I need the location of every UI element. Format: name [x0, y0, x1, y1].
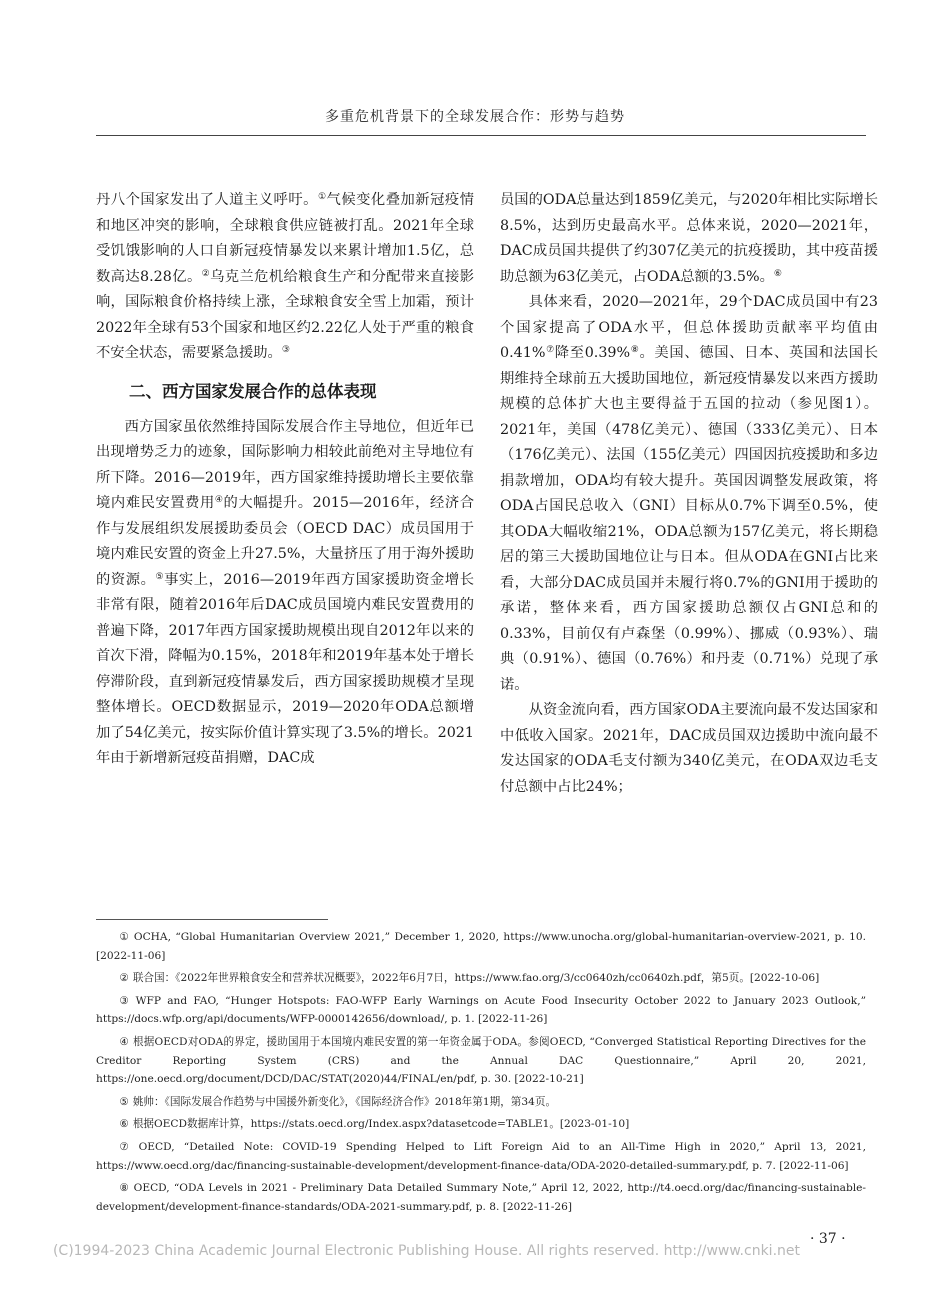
footnote-mark: ④: [119, 1035, 129, 1048]
footnote-text: WFP and FAO, “Hunger Hotspots: FAO-WFP Early Warnings on Acute Food Insecurity October 2022 to January 2023 Outlook,” https://docs.wfp.org/api/documents/WFP-0000142656/download/, p. 1. [2022-11-26]: [96, 994, 866, 1026]
footnote-text: OCHA, “Global Humanitarian Overview 2021,” December 1, 2020, https://www.unocha.org/global-humanitarian-overview-2021, p. 10. [2022-11-06]: [96, 931, 866, 962]
footnote: [96, 969, 866, 988]
page-number: · 37 ·: [810, 1231, 846, 1247]
footnote-ref[interactable]: ②: [201, 268, 211, 279]
paragraph: 员国的ODA总量达到1859亿美元，与2020年相比实际增长8.5%，达到历史最高水平。总体来说，2020—2021年，DAC成员国共提供了约307亿美元的抗疫援助，其中疫苗援助总额为63亿美元，占ODA总额的3.5%。⑥: [500, 192, 878, 285]
footnote-text: 根据OECD对ODA的界定，援助国用于本国境内难民安置的第一年资金属于ODA。参阅OECD, “Converged Statistical Reporting Directives for the Creditor Reporting System (CRS) and the Annual DAC Questionnaire,” April 20, 2021, https://one.oecd.org/document/DCD/DAC/STAT(2020)44/FINAL/en/pdf, p. 30. [2022-10-21]: [96, 1035, 866, 1086]
footnote: [96, 1033, 866, 1089]
footnote-mark: ③: [119, 994, 132, 1007]
footnote: [96, 1093, 866, 1112]
section-heading: 二、西方国家发展合作的总体表现: [129, 381, 377, 401]
paragraph: 具体来看，2020—2021年，29个DAC成员国中有23个国家提高了ODA水平，但总体援助贡献率平均值由0.41%⑦降至0.39%⑧。美国、德国、日本、英国和法国长期维持全球前五大援助国地位，新冠疫情暴发以来西方援助规模的总体扩大也主要得益于五国的拉动（参见图1）。2021年，美国（478亿美元）、德国（333亿美元）、日本（176亿美元）、法国（155亿美元）四国因抗疫援助和多边捐款增加，ODA均有较大提升。英国因调整发展政策，将ODA占国民总收入（GNI）目标从0.7%下调至0.5%，使其ODA大幅收缩21%，ODA总额为157亿美元，将长期稳居的第三大援助国地位让与日本。但从ODA在GNI占比来看，大部分DAC成员国并未履行将0.7%的GNI用于援助的承诺，整体来看，西方国家援助总额仅占GNI总和的0.33%，目前仅有卢森堡（0.99%）、挪威（0.93%）、瑞典（0.91%）、德国（0.76%）和丹麦（0.71%）兑现了承诺。: [500, 294, 878, 693]
footnote: [96, 1138, 866, 1175]
footnote-text: 联合国：《2022年世界粮食安全和营养状况概要》，2022年6月7日，https://www.fao.org/3/cc0640zh/cc0640zh.pdf，第5页。[2022-10-06]: [132, 972, 820, 985]
footnote-text: 根据OECD数据库计算，https://stats.oecd.org/Index.aspx?datasetcode=TABLE1。[2023-01-10]: [132, 1118, 630, 1131]
footnote-text: OECD, “Detailed Note: COVID-19 Spending Helped to Lift Foreign Aid to an All-Time High in 2020,” April 13, 2021, https://www.oecd.org/dac/financing-sustainable-development/development-finance-data/ODA-2020-detailed-summary.pdf, p. 7. [2022-11-06]: [96, 1140, 866, 1172]
footnote: [96, 992, 866, 1029]
paragraph: 从资金流向看，西方国家ODA主要流向最不发达国家和中低收入国家。2021年，DAC成员国双边援助中流向最不发达国家的ODA毛支付额为340亿美元，在ODA双边毛支付总额中占比24%；: [500, 702, 878, 795]
footnote-ref[interactable]: ①: [317, 192, 327, 202]
paragraph: 西方国家虽依然维持国际发展合作主导地位，但近年已出现增势乏力的迹象，国际影响力相较此前绝对主导地位有所下降。2016—2019年，西方国家维持援助增长主要依靠境内难民安置费用④的大幅提升。2015—2016年，经济合作与发展组织发展援助委员会（OECD DAC）成员国用于境内难民安置的资金上升27.5%，大量挤压了用于海外援助的资源。⑤事实上，2016—2019年西方国家援助资金增长非常有限，随着2016年后DAC成员国境内难民安置费用的普遍下降，2017年西方国家援助规模出现自2012年以来的首次下滑，降幅为0.15%，2018年和2019年基本处于增长停滞阶段，直到新冠疫情暴发后，西方国家援助规模才呈现整体增长。OECD数据显示，2019—2020年ODA总额增加了54亿美元，按实际价值计算实现了3.5%的增长。2021年由于新增新冠疫苗捐赠，DAC成: [96, 418, 474, 766]
footnote-ref[interactable]: ⑤: [155, 571, 165, 582]
footnote-rule: [96, 919, 328, 920]
footnote-mark: ⑧: [119, 1182, 130, 1195]
footnotes: [96, 928, 866, 1220]
footnote-text: OECD, “ODA Levels in 2021 - Preliminary Data Detailed Summary Note,” April 12, 2022, http://t4.oecd.org/dac/financing-sustainable-development/development-finance-standards/ODA-2021-summary.pdf, p. 8. [2022-11-26]: [96, 1182, 866, 1213]
paragraph: 丹八个国家发出了人道主义呼吁。①气候变化叠加新冠疫情和地区冲突的影响，全球粮食供应链被打乱。2021年全球受饥饿影响的人口自新冠疫情暴发以来累计增加1.5亿，总数高达8.28亿。②乌克兰危机给粮食生产和分配带来直接影响，国际粮食价格持续上涨，全球粮食安全雪上加霜，预计2022年全球有53个国家和地区约2.22亿人处于严重的粮食不安全状态，需要紧急援助。③: [96, 192, 475, 361]
footnote-mark: ②: [119, 972, 129, 985]
footnote-ref[interactable]: ③: [281, 345, 290, 355]
left-column: [96, 188, 474, 772]
footnote-ref[interactable]: ⑦: [545, 345, 555, 355]
copyright-watermark: (C)1994-2023 China Academic Journal Electronic Publishing House. All rights reserved. http://www.cnki.net: [52, 1243, 800, 1259]
running-title: 多重危机背景下的全球发展合作：形势与趋势: [325, 109, 625, 125]
footnote-mark: ①: [119, 931, 130, 943]
footnote: [96, 1179, 866, 1216]
footnote-mark: ⑥: [119, 1118, 129, 1131]
footnote-mark: ⑦: [119, 1140, 135, 1153]
footnote: [96, 928, 866, 965]
footnote-mark: ⑤: [119, 1095, 129, 1108]
header-rule: [96, 135, 866, 136]
footnote-ref[interactable]: ⑧: [630, 345, 640, 355]
footnote-ref[interactable]: ④: [214, 495, 224, 505]
footnote-ref[interactable]: ⑥: [773, 268, 782, 279]
footnote: [96, 1115, 866, 1134]
footnote-text: 姚帅：《国际发展合作趋势与中国援外新变化》，《国际经济合作》2018年第1期，第34页。: [132, 1095, 557, 1108]
right-column: [500, 188, 878, 800]
